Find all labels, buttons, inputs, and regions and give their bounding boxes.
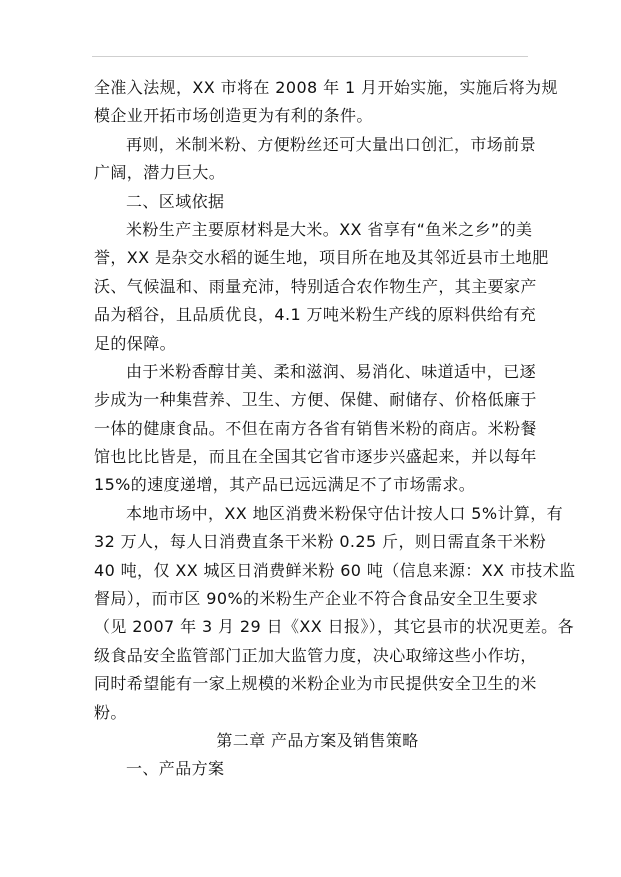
text-line: 馆也比比皆是，而且在全国其它省市逐步兴盛起来，并以每年 xyxy=(94,447,537,467)
text-line: 步成为一种集营养、卫生、方便、保健、耐储存、价格低廉于 xyxy=(94,390,537,410)
section-heading: 二、区域依据 xyxy=(126,191,225,211)
text-line: 沃、气候温和、雨量充沛，特别适合农作物生产，其主要家产 xyxy=(94,276,537,296)
section-heading: 一、产品方案 xyxy=(126,759,225,779)
text-line: 同时希望能有一家上规模的米粉企业为市民提供安全卫生的米 xyxy=(94,674,537,694)
text-line: 一体的健康食品。不但在南方各省有销售米粉的商店。米粉餐 xyxy=(94,418,537,438)
text-line: 米粉生产主要原材料是大米。XX 省享有“鱼米之乡”的美 xyxy=(126,219,533,239)
text-line: 再则，米制米粉、方便粉丝还可大量出口创汇，市场前景 xyxy=(126,134,537,154)
text-line: 粉。 xyxy=(94,702,127,722)
text-line: 督局），而市区 90%的米粉生产企业不符合食品安全卫生要求 xyxy=(94,589,539,609)
text-line: 全准入法规，XX 市将在 2008 年 1 月开始实施，实施后将为规 xyxy=(94,78,558,97)
text-line: 誉，XX 是杂交水稻的诞生地，项目所在地及其邻近县市土地肥 xyxy=(94,248,549,268)
text-line: 级食品安全监管部门正加大监管力度，决心取缔这些小作坊， xyxy=(94,645,537,665)
text-line: 模企业开拓市场创造更为有利的条件。 xyxy=(94,106,373,126)
chapter-title: 第二章 产品方案及销售策略 xyxy=(216,730,419,750)
header-rule xyxy=(92,56,528,57)
text-line: 15%的速度递增，其产品已远远满足不了市场需求。 xyxy=(94,475,476,495)
text-line: 40 吨，仅 XX 城区日消费鲜米粉 60 吨（信息来源：XX 市技术监 xyxy=(94,560,576,580)
text-line: 品为稻谷，且品质优良，4.1 万吨米粉生产线的原料供给有充 xyxy=(94,305,537,325)
text-line: 足的保障。 xyxy=(94,333,177,353)
text-line: 由于米粉香醇甘美、柔和滋润、易消化、味道适中，已逐 xyxy=(126,361,537,381)
text-line: 32 万人，每人日消费直条干米粉 0.25 斤，则日需直条干米粉 xyxy=(94,532,547,552)
text-line: （见 2007 年 3 月 29 日《XX 日报》），其它县市的状况更差。各 xyxy=(94,617,574,637)
text-line: 本地市场中，XX 地区消费米粉保守估计按人口 5%计算，有 xyxy=(126,503,564,523)
body-text xyxy=(94,74,576,784)
text-line: 广阔，潜力巨大。 xyxy=(94,163,226,183)
